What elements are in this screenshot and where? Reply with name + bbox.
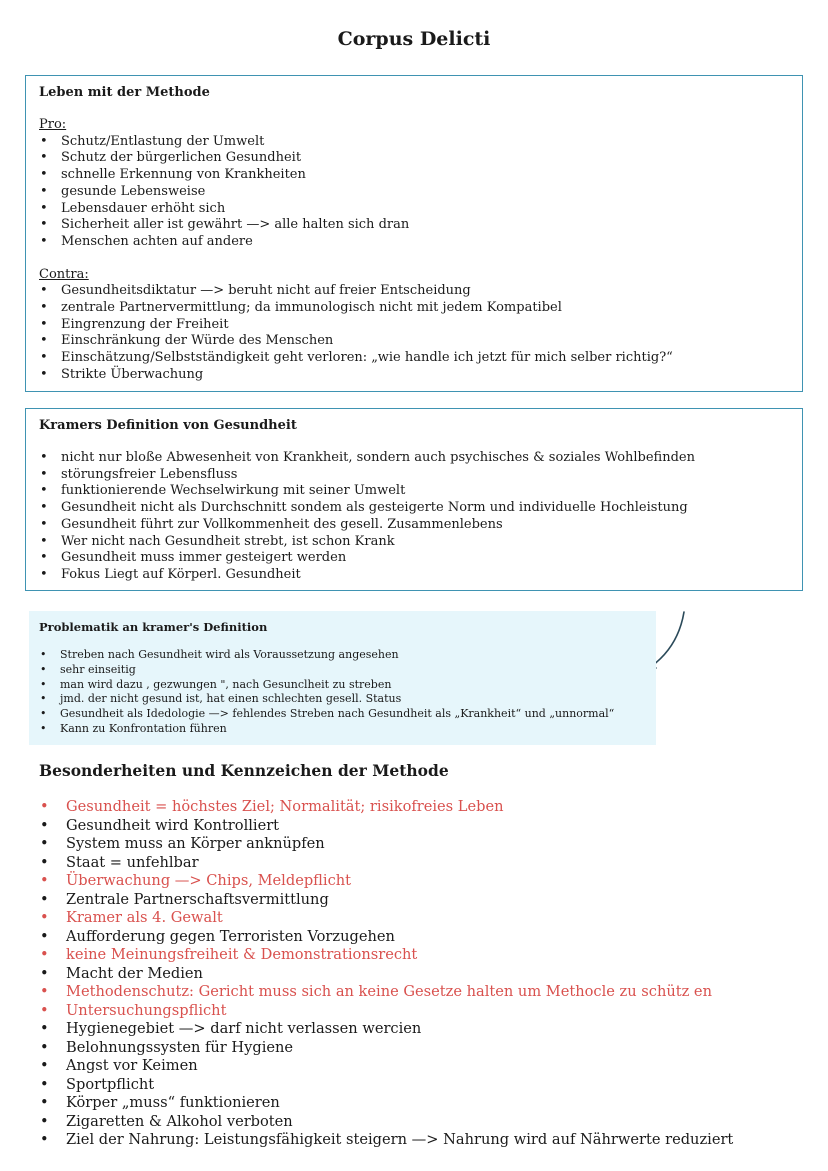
list-item: • Überwachung —> Chips, Meldepflicht xyxy=(39,872,799,891)
page-title: Corpus Delicti xyxy=(337,28,491,50)
list-item: • Eingrenzung der Freiheit xyxy=(39,317,790,334)
list-item: • Kramer als 4. Gewalt xyxy=(39,909,799,928)
list-item: • Gesundheit wird Kontrolliert xyxy=(39,817,799,836)
box-title: Problematik an kramer's Definition xyxy=(39,620,268,634)
list-item: • Menschen achten auf andere xyxy=(39,234,790,251)
list-item: • Macht der Medien xyxy=(39,965,799,984)
list-item: • Zigaretten & Alkohol verboten xyxy=(39,1113,799,1132)
list-item: • Streben nach Gesundheit wird als Voraussetzung angesehen xyxy=(39,648,646,663)
list-item: • Ziel der Nahrung: Leistungsfähigkeit steigern —> Nahrung wird auf Nährwerte reduziert xyxy=(39,1131,799,1150)
list-item: • Einschätzung/Selbstständigkeit geht verloren: „wie handle ich jetzt für mich selber richtig?“ xyxy=(39,350,790,367)
list-item: • funktionierende Wechselwirkung mit seiner Umwelt xyxy=(39,483,790,500)
list-item: • man wird dazu , gezwungen ", nach Gesunclheit zu streben xyxy=(39,678,646,693)
list-item: • Wer nicht nach Gesundheit strebt, ist schon Krank xyxy=(39,534,790,551)
box-title: Leben mit der Methode xyxy=(39,85,210,100)
kramers-definition-box xyxy=(25,408,803,591)
section-heading: Besonderheiten und Kennzeichen der Methode xyxy=(39,761,449,780)
list-item: • Strikte Überwachung xyxy=(39,367,790,384)
list-item: • Untersuchungspflicht xyxy=(39,1002,799,1021)
definition-list xyxy=(39,450,790,584)
leben-mit-der-methode-box xyxy=(25,75,803,392)
list-item: • jmd. der nicht gesund ist, hat einen schlechten gesell. Status xyxy=(39,692,646,707)
list-item: • Schutz/Entlastung der Umwelt xyxy=(39,134,790,151)
list-item: • Gesundheitsdiktatur —> beruht nicht auf freier Entscheidung xyxy=(39,283,790,300)
list-item: • Gesundheit führt zur Vollkommenheit des gesell. Zusammenlebens xyxy=(39,517,790,534)
list-item: • Gesundheit als Idedologie —> fehlendes Streben nach Gesundheit als „Krankheit“ und „unnormal“ xyxy=(39,707,646,722)
list-item: • Zentrale Partnerschaftsvermittlung xyxy=(39,891,799,910)
list-item: • Körper „muss“ funktionieren xyxy=(39,1094,799,1113)
list-item: • System muss an Körper anknüpfen xyxy=(39,835,799,854)
list-item: • sehr einseitig xyxy=(39,663,646,678)
problematik-list xyxy=(39,648,646,737)
list-item: • Gesundheit muss immer gesteigert werden xyxy=(39,550,790,567)
problematik-box xyxy=(29,611,656,745)
list-item: • zentrale Partnervermittlung; da immunologisch nicht mit jedem Kompatibel xyxy=(39,300,790,317)
list-item: • Sicherheit aller ist gewährt —> alle halten sich dran xyxy=(39,217,790,234)
list-item: • Staat = unfehlbar xyxy=(39,854,799,873)
list-item: • Kann zu Konfrontation führen xyxy=(39,722,646,737)
list-item: • nicht nur bloße Abwesenheit von Krankheit, sondern auch psychisches & soziales Wohlbefinden xyxy=(39,450,790,467)
contra-list xyxy=(39,283,790,383)
list-item: • Angst vor Keimen xyxy=(39,1057,799,1076)
list-item: • Schutz der bürgerlichen Gesundheit xyxy=(39,150,790,167)
list-item: • Methodenschutz: Gericht muss sich an keine Gesetze halten um Methocle zu schütz en xyxy=(39,983,799,1002)
list-item: • Gesundheit nicht als Durchschnitt sondem als gesteigerte Norm und individuelle Hochleistung xyxy=(39,500,790,517)
box-title: Kramers Definition von Gesundheit xyxy=(39,418,297,433)
list-item: • Belohnungssysten für Hygiene xyxy=(39,1039,799,1058)
list-item: • Einschränkung der Würde des Menschen xyxy=(39,333,790,350)
list-item: • Aufforderung gegen Terroristen Vorzugehen xyxy=(39,928,799,947)
list-item: • gesunde Lebensweise xyxy=(39,184,790,201)
list-item: • Fokus Liegt auf Körperl. Gesundheit xyxy=(39,567,790,584)
list-item: • Lebensdauer erhöht sich xyxy=(39,201,790,218)
pro-list xyxy=(39,134,790,251)
list-item: • keine Meinungsfreiheit & Demonstrationsrecht xyxy=(39,946,799,965)
list-item: • Sportpflicht xyxy=(39,1076,799,1095)
list-item: • störungsfreier Lebensfluss xyxy=(39,467,790,484)
besonderheiten-section xyxy=(39,760,799,1150)
list-item: • Gesundheit = höchstes Ziel; Normalität; risikofreies Leben xyxy=(39,798,799,817)
besonderheiten-list xyxy=(39,798,799,1150)
pro-label: Pro: xyxy=(39,117,67,132)
contra-label: Contra: xyxy=(39,266,89,282)
list-item: • Hygienegebiet —> darf nicht verlassen wercien xyxy=(39,1020,799,1039)
list-item: • schnelle Erkennung von Krankheiten xyxy=(39,167,790,184)
